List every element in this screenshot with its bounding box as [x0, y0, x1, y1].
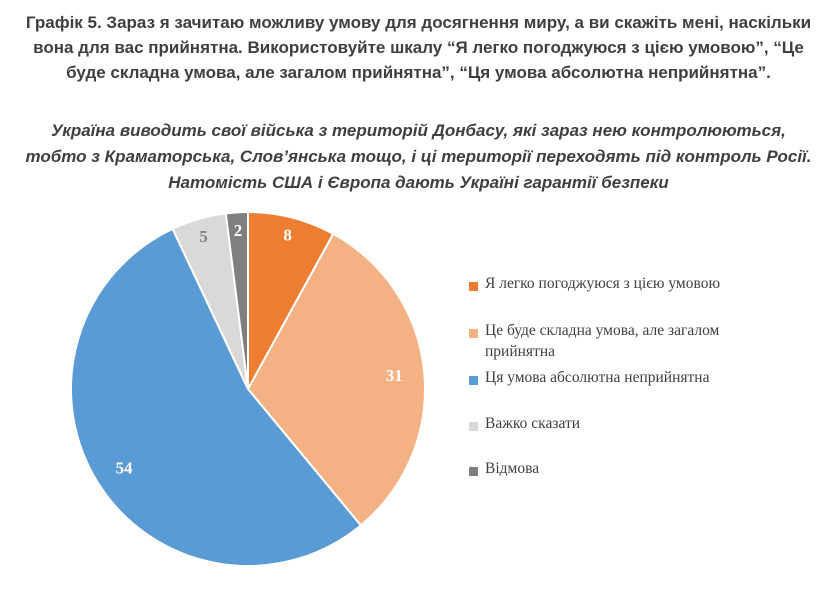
legend-label: Це буде складна умова, але загалом прийнятна [485, 322, 720, 360]
data-label: 31 [385, 366, 403, 386]
legend-label: Ця умова абсолютна неприйнятна [485, 369, 710, 386]
data-label: 5 [199, 227, 208, 247]
legend-label: Відмова [485, 460, 540, 477]
legend-label: Важко сказати [485, 415, 581, 432]
legend-swatch [469, 467, 478, 476]
legend-swatch [469, 422, 478, 431]
data-label: 2 [233, 221, 243, 241]
legend-swatch [469, 329, 478, 338]
legend-swatch [469, 282, 478, 291]
legend-label: Я легко погоджуюся з цією умовою [485, 275, 721, 292]
chart-title: Графік 5. Зараз я зачитаю можливу умову для досягнення миру, а ви скажіть мені, наскільки вона для вас прийнятна. Використовуйте шкалу “Я легко погоджуюся з цією умовою”, “Це буде складна умова, але загалом прийнятна”, “Ця умова абсолютна неприйнятна”. [25, 13, 812, 82]
chart-subtitle: Україна виводить свої війська з територій Донбасу, які зараз нею контролюються, тобто з Краматорська, Слов’янська тощо, і ці території переходять під контроль Росії. Натомість США і Європа дають Україні гарантії безпеки [25, 121, 812, 192]
data-label: 54 [115, 458, 133, 478]
legend-swatch [469, 376, 478, 385]
data-label: 8 [283, 225, 292, 245]
